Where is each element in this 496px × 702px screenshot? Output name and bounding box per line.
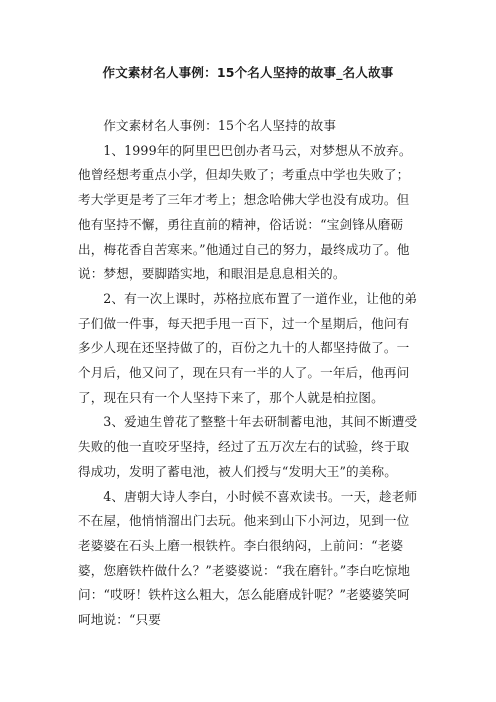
paragraph-3: 3、爱迪生曾花了整整十年去研制蓄电池，其间不断遭受失败的他一直咬牙坚持，经过了五万次左右的试验，终于取得成功，发明了蓄电池，被人们授与“发明大王”的美称。 <box>78 414 418 479</box>
document-body <box>78 114 422 633</box>
document-subtitle: 作文素材名人事例：15个名人坚持的故事 <box>103 118 337 133</box>
document-title: 作文素材名人事例：15个名人坚持的故事_名人故事 <box>102 65 394 80</box>
paragraph-4: 4、唐朝大诗人李白，小时候不喜欢读书。一天，趁老师不在屋，他悄悄溜出门去玩。他来到山下小河边，见到一位老婆婆在石头上磨一根铁杵。李白很纳闷，上前问：“老婆婆，您磨铁杵做什么？”老婆婆说：“我在磨针。”李白吃惊地问：“哎呀！铁杵这么粗大，怎么能磨成针呢？”老婆婆笑呵呵地说：“只要 <box>78 488 418 628</box>
paragraph-1: 1、1999年的阿里巴巴创办者马云，对梦想从不放弃。他曾经想考重点小学，但却失败了；考重点中学也失败了；考大学更是考了三年才考上；想念哈佛大学也没有成功。但他有坚持不懈，勇往直前的精神，俗话说：“宝剑锋从磨砺出，梅花香自苦寒来。”他通过自己的努力，最终成功了。他说：梦想，要脚踏实地，和眼泪是息息相关的。 <box>78 142 412 282</box>
paragraph-2: 2、有一次上课时，苏格拉底布置了一道作业，让他的弟子们做一件事，每天把手甩一百下，过一个星期后，他问有多少人现在还坚持做了的，百份之九十的人都坚持做了。一个月后，他又问了，现在只有一半的人了。一年后，他再问了，现在只有一个人坚持下来了，那个人就是柏拉图。 <box>78 290 418 405</box>
